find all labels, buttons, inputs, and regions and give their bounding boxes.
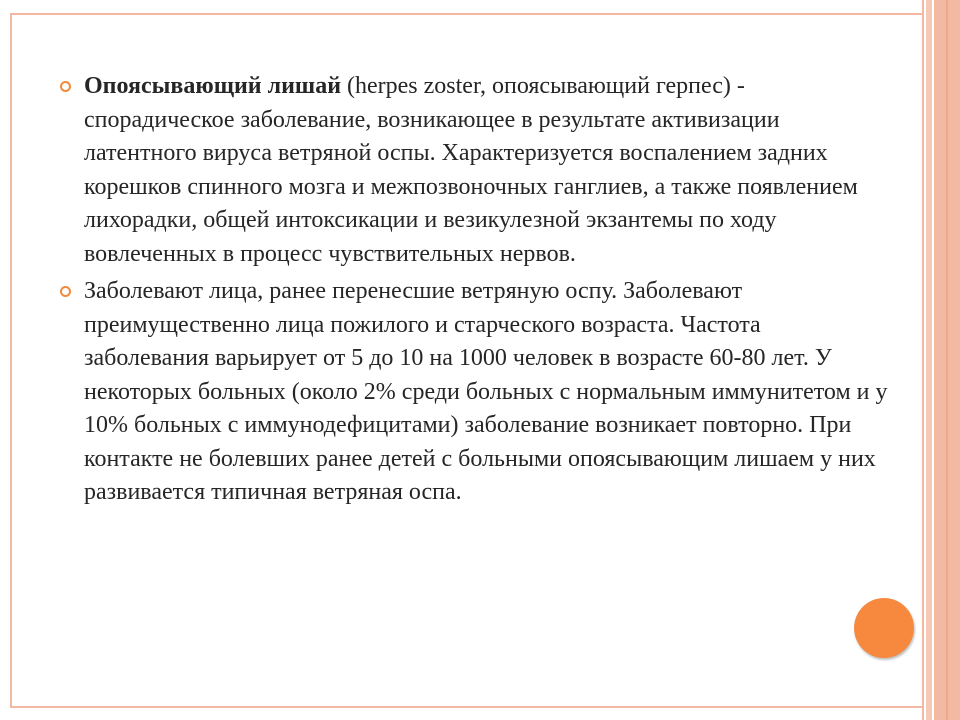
frame-top-line [10,13,924,15]
frame-left-line [10,13,12,708]
slide-content [60,70,890,514]
frame-bottom-line [10,706,924,708]
bullet-text: (herpes zoster, опоясывающий герпес) - спорадическое заболевание, возникающее в результате активизации латентного вируса ветряной оспы. Характеризуется воспалением задних корешков спинного мозга и межпозвоночных ганглиев, а также появлением лихорадки, общей интоксикации и везикулезной экзантемы по ходу вовлеченных в процесс чувствительных нервов. [84,73,858,267]
bullet-item [60,70,890,271]
orange-circle-decoration [854,598,914,658]
right-stripe-1 [922,0,924,720]
circle-bullet-icon [60,286,71,297]
circle-bullet-icon [60,81,71,92]
right-stripe-2 [926,0,932,720]
term-title: Опоясывающий лишай [84,73,342,99]
right-stripe-4 [946,0,948,720]
bullet-text: Заболевают лица, ранее перенесшие ветряную оспу. Заболевают преимущественно лица пожилого и старческого возраста. Частота заболевания варьирует от 5 до 10 на 1000 человек в возрасте 60-80 лет. У некоторых больных (около 2% среди больных с нормальным иммунитетом и у 10% больных с иммунодефицитами) заболевание возникает повторно. При контакте не болевших ранее детей с больными опоясывающим лишаем у них развивается типичная ветряная оспа. [84,278,888,505]
bullet-item [60,275,890,510]
